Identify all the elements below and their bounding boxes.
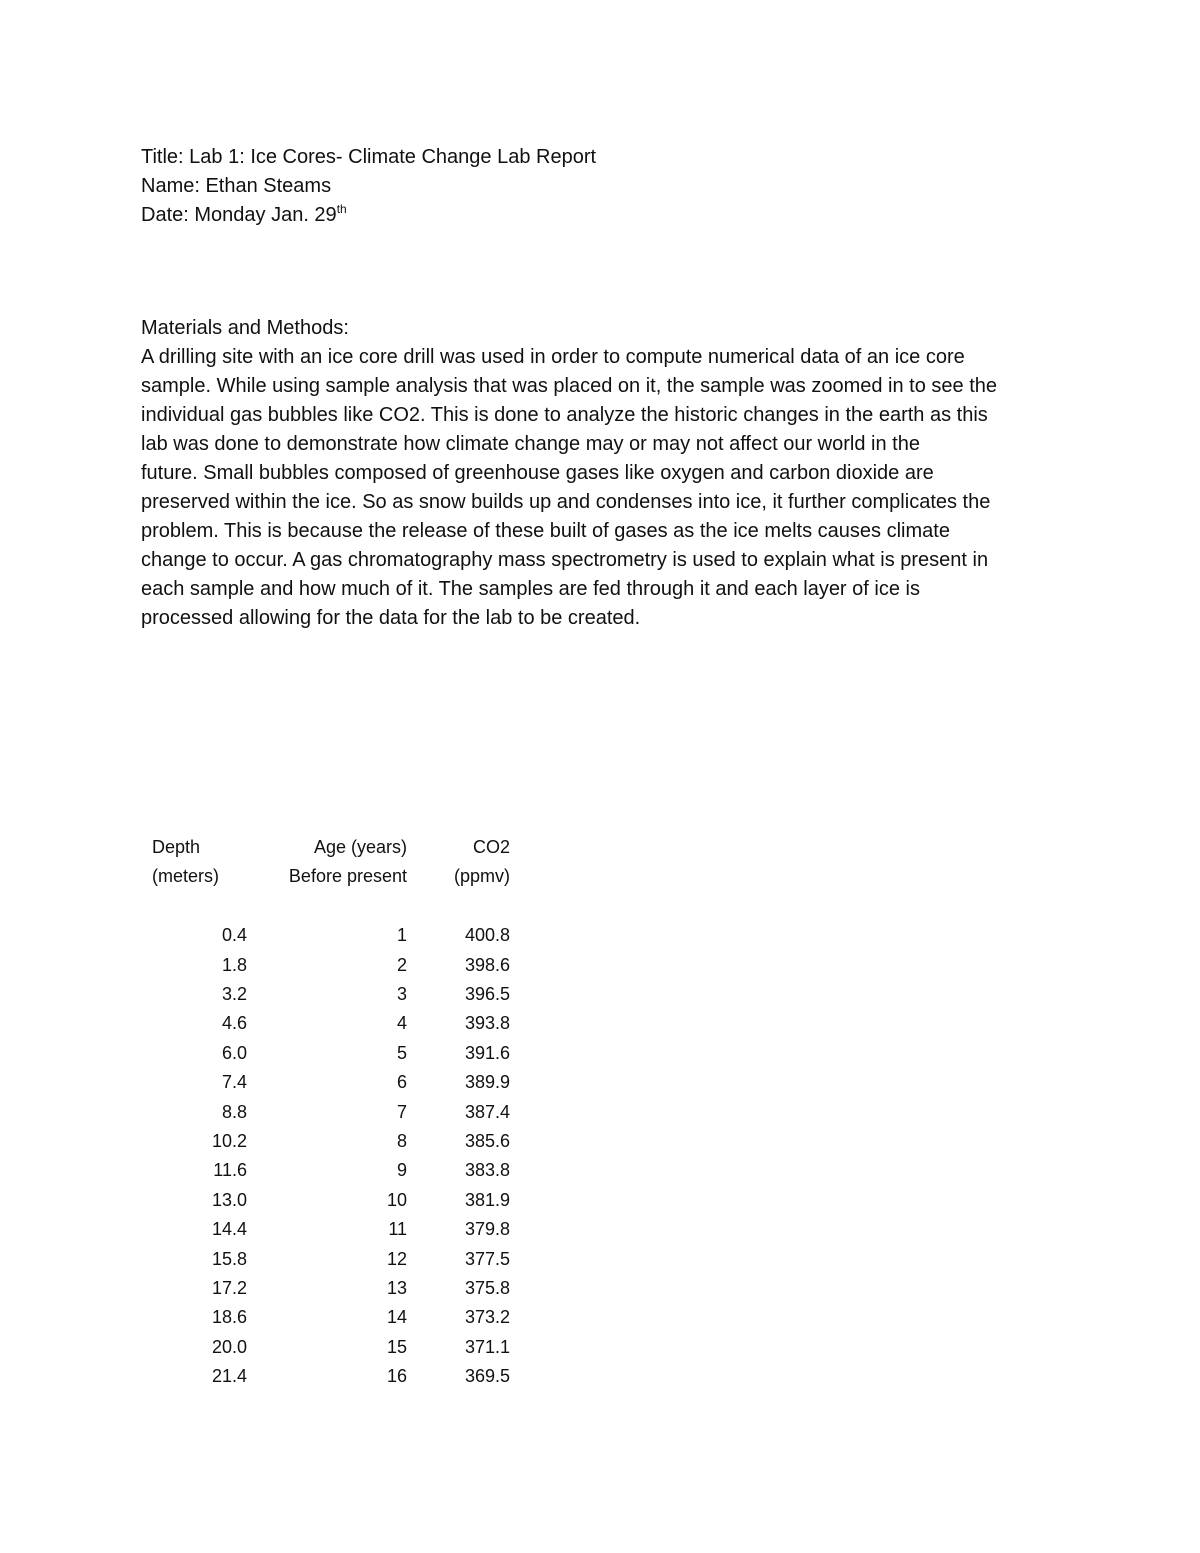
age-cell: 2 (396, 954, 407, 975)
age-cell: 3 (396, 984, 407, 1005)
co2-cell: 377.5 (464, 1248, 510, 1269)
table-header-units-row (140, 862, 510, 891)
methods-line: individual gas bubbles like CO2. This is done to analyze the historic changes in the earth as this (141, 404, 988, 426)
depth-cell: 8.8 (221, 1101, 247, 1122)
materials-and-methods-section (141, 314, 1071, 633)
table-row (140, 1039, 510, 1068)
author-name: Name: Ethan Steams (141, 175, 332, 197)
age-cell: 4 (396, 1013, 407, 1034)
table-row (140, 1215, 510, 1244)
depth-cell: 11.6 (213, 1160, 247, 1181)
depth-cell: 0.4 (221, 925, 247, 946)
depth-cell: 13.0 (211, 1189, 247, 1210)
depth-cell: 15.8 (211, 1248, 247, 1269)
methods-line: sample. While using sample analysis that was placed on it, the sample was zoomed in to see the (141, 375, 997, 397)
header-age-units: Before present (288, 866, 407, 887)
table-row (140, 1068, 510, 1097)
methods-line: future. Small bubbles composed of greenhouse gases like oxygen and carbon dioxide are (141, 462, 934, 484)
age-cell: 14 (386, 1307, 407, 1328)
table-row (140, 951, 510, 980)
co2-cell: 393.8 (464, 1013, 510, 1034)
depth-cell: 17.2 (211, 1278, 247, 1299)
depth-cell: 21.4 (211, 1366, 247, 1387)
age-cell: 5 (396, 1042, 407, 1063)
co2-cell: 381.9 (464, 1189, 510, 1210)
depth-cell: 10.2 (211, 1131, 247, 1152)
report-date-text: Date: Monday Jan. 29 (141, 204, 337, 226)
depth-cell: 3.2 (221, 984, 247, 1005)
co2-cell: 389.9 (464, 1072, 510, 1093)
table-row (140, 1333, 510, 1362)
table-row (140, 1362, 510, 1391)
methods-line: change to occur. A gas chromatography mass spectrometry is used to explain what is present in (141, 549, 989, 571)
methods-line: problem. This is because the release of these built of gases as the ice melts causes climate (141, 520, 950, 542)
date-ordinal-suffix: th (336, 202, 347, 216)
header-co2-units: (ppmv) (453, 866, 510, 887)
co2-cell: 391.6 (464, 1042, 510, 1063)
co2-cell: 375.8 (464, 1278, 510, 1299)
methods-line: lab was done to demonstrate how climate change may or may not affect our world in the (141, 433, 920, 455)
header-depth-units: (meters) (152, 866, 219, 887)
report-header (141, 143, 596, 230)
table-row (140, 921, 510, 950)
table-row (140, 1245, 510, 1274)
co2-cell: 400.8 (464, 925, 510, 946)
age-cell: 6 (396, 1072, 407, 1093)
methods-paragraph (141, 343, 1071, 633)
age-cell: 16 (386, 1366, 407, 1387)
methods-line: A drilling site with an ice core drill was used in order to compute numerical data of an ice core (141, 346, 965, 368)
methods-line: preserved within the ice. So as snow builds up and condenses into ice, it further complicates the (141, 491, 991, 513)
header-depth: Depth (152, 837, 201, 857)
table-header-row (140, 833, 510, 862)
depth-cell: 7.4 (221, 1072, 247, 1093)
age-cell: 8 (396, 1131, 407, 1152)
depth-cell: 18.6 (211, 1307, 247, 1328)
depth-cell: 6.0 (221, 1042, 247, 1063)
co2-cell: 379.8 (464, 1219, 510, 1240)
co2-cell: 371.1 (464, 1336, 510, 1357)
ice-core-data-table (140, 833, 510, 1392)
co2-cell: 369.5 (464, 1366, 510, 1387)
age-cell: 13 (386, 1278, 407, 1299)
age-cell: 1 (396, 925, 407, 946)
report-date (141, 201, 596, 230)
header-spacer (140, 892, 510, 921)
age-cell: 12 (386, 1248, 407, 1269)
table-body (140, 921, 510, 1392)
co2-cell: 383.8 (464, 1160, 510, 1181)
methods-line: each sample and how much of it. The samples are fed through it and each layer of ice is (141, 578, 920, 600)
table-row (140, 1009, 510, 1038)
header-age: Age (years) (313, 837, 407, 857)
table-row (140, 1274, 510, 1303)
table-row (140, 1098, 510, 1127)
age-cell: 15 (386, 1336, 407, 1357)
table-row (140, 980, 510, 1009)
section-heading: Materials and Methods: (141, 317, 349, 339)
co2-cell: 387.4 (464, 1101, 510, 1122)
co2-cell: 396.5 (464, 984, 510, 1005)
report-title: Title: Lab 1: Ice Cores- Climate Change Lab Report (141, 146, 597, 168)
age-cell: 10 (386, 1189, 407, 1210)
header-co2: CO2 (472, 837, 510, 857)
depth-cell: 14.4 (211, 1219, 247, 1240)
age-cell: 9 (396, 1160, 407, 1181)
age-cell: 11 (388, 1219, 407, 1240)
table-row (140, 1127, 510, 1156)
table-row (140, 1186, 510, 1215)
age-cell: 7 (396, 1101, 407, 1122)
co2-cell: 385.6 (464, 1131, 510, 1152)
methods-line: processed allowing for the data for the lab to be created. (141, 607, 641, 629)
table-row (140, 1156, 510, 1185)
co2-cell: 373.2 (464, 1307, 510, 1328)
depth-cell: 20.0 (211, 1336, 247, 1357)
depth-cell: 1.8 (221, 954, 247, 975)
table-row (140, 1303, 510, 1332)
co2-cell: 398.6 (464, 954, 510, 975)
depth-cell: 4.6 (221, 1013, 247, 1034)
